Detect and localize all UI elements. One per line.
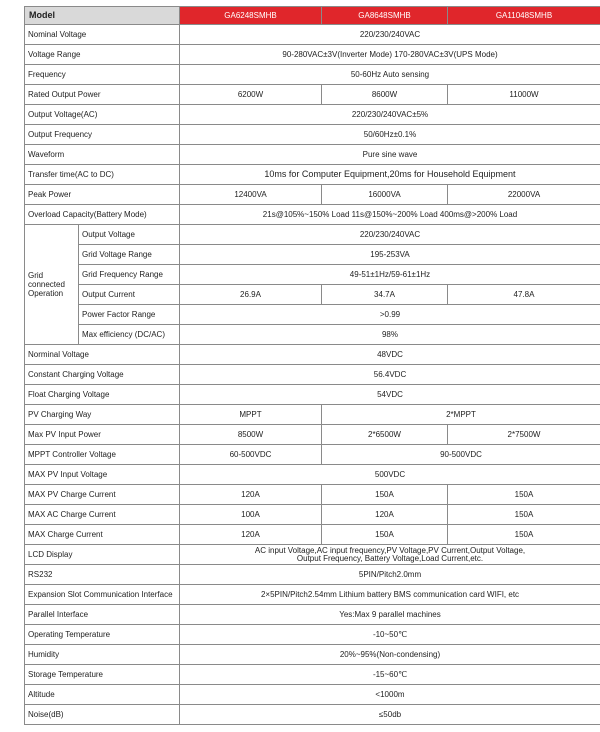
row-value: 50-60Hz Auto sensing xyxy=(180,65,600,85)
row-value: 21s@105%~150% Load 11s@150%~200% Load 400ms@>200% Load xyxy=(180,205,600,225)
row-value: 12400VA xyxy=(180,185,322,205)
row-value: 11000W xyxy=(448,85,600,105)
spec-row-frequency xyxy=(25,65,600,85)
spec-row-max-pv-input-power xyxy=(25,425,600,445)
spec-row-nominal-voltage xyxy=(25,25,600,45)
spec-row-max-pv-charge-current xyxy=(25,485,600,505)
row-label: Output Voltage(AC) xyxy=(25,105,180,125)
spec-row-output-voltage xyxy=(25,105,600,125)
row-label: Frequency xyxy=(25,65,180,85)
row-value: 56.4VDC xyxy=(180,365,600,385)
row-label: Output Voltage xyxy=(79,225,180,245)
row-label: MAX Charge Current xyxy=(25,525,180,545)
row-value: 2×5PIN/Pitch2.54mm Lithium battery BMS communication card WIFI, etc xyxy=(180,585,600,605)
row-value: -10~50℃ xyxy=(180,625,600,645)
product-ga8648smhb-header: GA8648SMHB xyxy=(322,7,448,25)
row-value: ≤50db xyxy=(180,705,600,725)
row-value: 47.8A xyxy=(448,285,600,305)
row-label: Output Current xyxy=(79,285,180,305)
row-value: 34.7A xyxy=(322,285,448,305)
row-value: Pure sine wave xyxy=(180,145,600,165)
row-value: 150A xyxy=(322,525,448,545)
row-value: 22000VA xyxy=(448,185,600,205)
row-label: Operating Temperature xyxy=(25,625,180,645)
row-value: 2*MPPT xyxy=(322,405,600,425)
row-label: Parallel Interface xyxy=(25,605,180,625)
lcd-display-line-1: AC input Voltage,AC input frequency,PV Voltage,PV Current,Output Voltage, xyxy=(254,545,526,555)
product-ga6248smhb-header: GA6248SMHB xyxy=(180,7,322,25)
spec-row-voltage-range xyxy=(25,45,600,65)
spec-row-humidity xyxy=(25,645,600,665)
lcd-display-line-2: Output Frequency, Battery Voltage,Load Current,etc. xyxy=(296,553,484,563)
row-value: 120A xyxy=(180,485,322,505)
row-value: 49-51±1Hz/59-61±1Hz xyxy=(180,265,600,285)
header-row xyxy=(25,7,600,25)
spec-row-rated-output-power xyxy=(25,85,600,105)
row-value: 98% xyxy=(180,325,600,345)
row-value: 2*6500W xyxy=(322,425,448,445)
spec-row-pv-charging-way xyxy=(25,405,600,425)
spec-row-altitude xyxy=(25,685,600,705)
spec-row-peak-power xyxy=(25,185,600,205)
row-value: 2*7500W xyxy=(448,425,600,445)
row-value xyxy=(180,545,600,565)
spec-row-grid-frequency-range xyxy=(25,265,600,285)
row-label: Expansion Slot Communication Interface xyxy=(25,585,180,605)
row-value: -15~60℃ xyxy=(180,665,600,685)
row-label: Peak Power xyxy=(25,185,180,205)
row-value: 8600W xyxy=(322,85,448,105)
row-value: 8500W xyxy=(180,425,322,445)
row-value: <1000m xyxy=(180,685,600,705)
spec-row-constant-charging-voltage xyxy=(25,365,600,385)
row-value: 48VDC xyxy=(180,345,600,365)
row-value: 90-500VDC xyxy=(322,445,600,465)
row-label: Norminal Voltage xyxy=(25,345,180,365)
row-value: 60-500VDC xyxy=(180,445,322,465)
spec-row-output-frequency xyxy=(25,125,600,145)
row-label: Humidity xyxy=(25,645,180,665)
row-value: 10ms for Computer Equipment,20ms for Household Equipment xyxy=(180,165,600,185)
row-value: 120A xyxy=(322,505,448,525)
row-value: 220/230/240VAC±5% xyxy=(180,105,600,125)
row-label: Transfer time(AC to DC) xyxy=(25,165,180,185)
spec-row-transfer-time xyxy=(25,165,600,185)
row-value: 54VDC xyxy=(180,385,600,405)
row-label: Constant Charging Voltage xyxy=(25,365,180,385)
row-label: Power Factor Range xyxy=(79,305,180,325)
row-value: >0.99 xyxy=(180,305,600,325)
row-label: PV Charging Way xyxy=(25,405,180,425)
spec-row-waveform xyxy=(25,145,600,165)
row-label: Storage Temperature xyxy=(25,665,180,685)
row-label: MAX PV Input Voltage xyxy=(25,465,180,485)
row-label: Grid Frequency Range xyxy=(79,265,180,285)
spec-row-max-charge-current xyxy=(25,525,600,545)
row-value: 195-253VA xyxy=(180,245,600,265)
row-value: 150A xyxy=(448,525,600,545)
row-label: RS232 xyxy=(25,565,180,585)
row-value: 90-280VAC±3V(Inverter Mode) 170-280VAC±3V(UPS Mode) xyxy=(180,45,600,65)
row-value: 120A xyxy=(180,525,322,545)
spec-row-parallel-interface xyxy=(25,605,600,625)
row-label: Altitude xyxy=(25,685,180,705)
spec-row-rs232 xyxy=(25,565,600,585)
spec-row-nominal-voltage-dc xyxy=(25,345,600,365)
row-value: 50/60Hz±0.1% xyxy=(180,125,600,145)
spec-row-overload-capacity xyxy=(25,205,600,225)
product-ga11048smhb-header: GA11048SMHB xyxy=(448,7,600,25)
spec-row-storage-temperature xyxy=(25,665,600,685)
spec-row-mppt-controller-voltage xyxy=(25,445,600,465)
row-value: 150A xyxy=(448,485,600,505)
row-label: Overload Capacity(Battery Mode) xyxy=(25,205,180,225)
spec-row-max-pv-input-voltage xyxy=(25,465,600,485)
grid-connected-operation-group-label: Grid connected Operation xyxy=(25,225,79,345)
row-value: 5PIN/Pitch2.0mm xyxy=(180,565,600,585)
row-value: 16000VA xyxy=(322,185,448,205)
row-label: Max efficiency (DC/AC) xyxy=(79,325,180,345)
spec-row-max-ac-charge-current xyxy=(25,505,600,525)
spec-row-grid-output-current xyxy=(25,285,600,305)
row-label: Grid Voltage Range xyxy=(79,245,180,265)
row-label: MAX PV Charge Current xyxy=(25,485,180,505)
row-label: Waveform xyxy=(25,145,180,165)
row-label: Nominal Voltage xyxy=(25,25,180,45)
row-value: 20%~95%(Non-condensing) xyxy=(180,645,600,665)
row-label: Rated Output Power xyxy=(25,85,180,105)
row-value: 500VDC xyxy=(180,465,600,485)
spec-row-power-factor-range xyxy=(25,305,600,325)
row-value: 100A xyxy=(180,505,322,525)
model-header: Model xyxy=(25,7,180,25)
spec-row-max-efficiency xyxy=(25,325,600,345)
row-value: MPPT xyxy=(180,405,322,425)
row-value: 220/230/240VAC xyxy=(180,25,600,45)
row-label: LCD Display xyxy=(25,545,180,565)
row-value: 150A xyxy=(448,505,600,525)
row-label: Voltage Range xyxy=(25,45,180,65)
spec-row-grid-voltage-range xyxy=(25,245,600,265)
row-value: 150A xyxy=(322,485,448,505)
spec-row-expansion-slot xyxy=(25,585,600,605)
spec-row-operating-temperature xyxy=(25,625,600,645)
spec-row-noise xyxy=(25,705,600,725)
row-value: Yes:Max 9 parallel machines xyxy=(180,605,600,625)
row-label: Output Frequency xyxy=(25,125,180,145)
row-label: MPPT Controller Voltage xyxy=(25,445,180,465)
row-value: 26.9A xyxy=(180,285,322,305)
spec-row-grid-output-voltage xyxy=(25,225,600,245)
spec-row-float-charging-voltage xyxy=(25,385,600,405)
spec-table xyxy=(24,6,600,725)
row-label: Float Charging Voltage xyxy=(25,385,180,405)
spec-row-lcd-display xyxy=(25,545,600,565)
row-label: Noise(dB) xyxy=(25,705,180,725)
row-value: 220/230/240VAC xyxy=(180,225,600,245)
row-label: MAX AC Charge Current xyxy=(25,505,180,525)
row-label: Max PV Input Power xyxy=(25,425,180,445)
row-value: 6200W xyxy=(180,85,322,105)
